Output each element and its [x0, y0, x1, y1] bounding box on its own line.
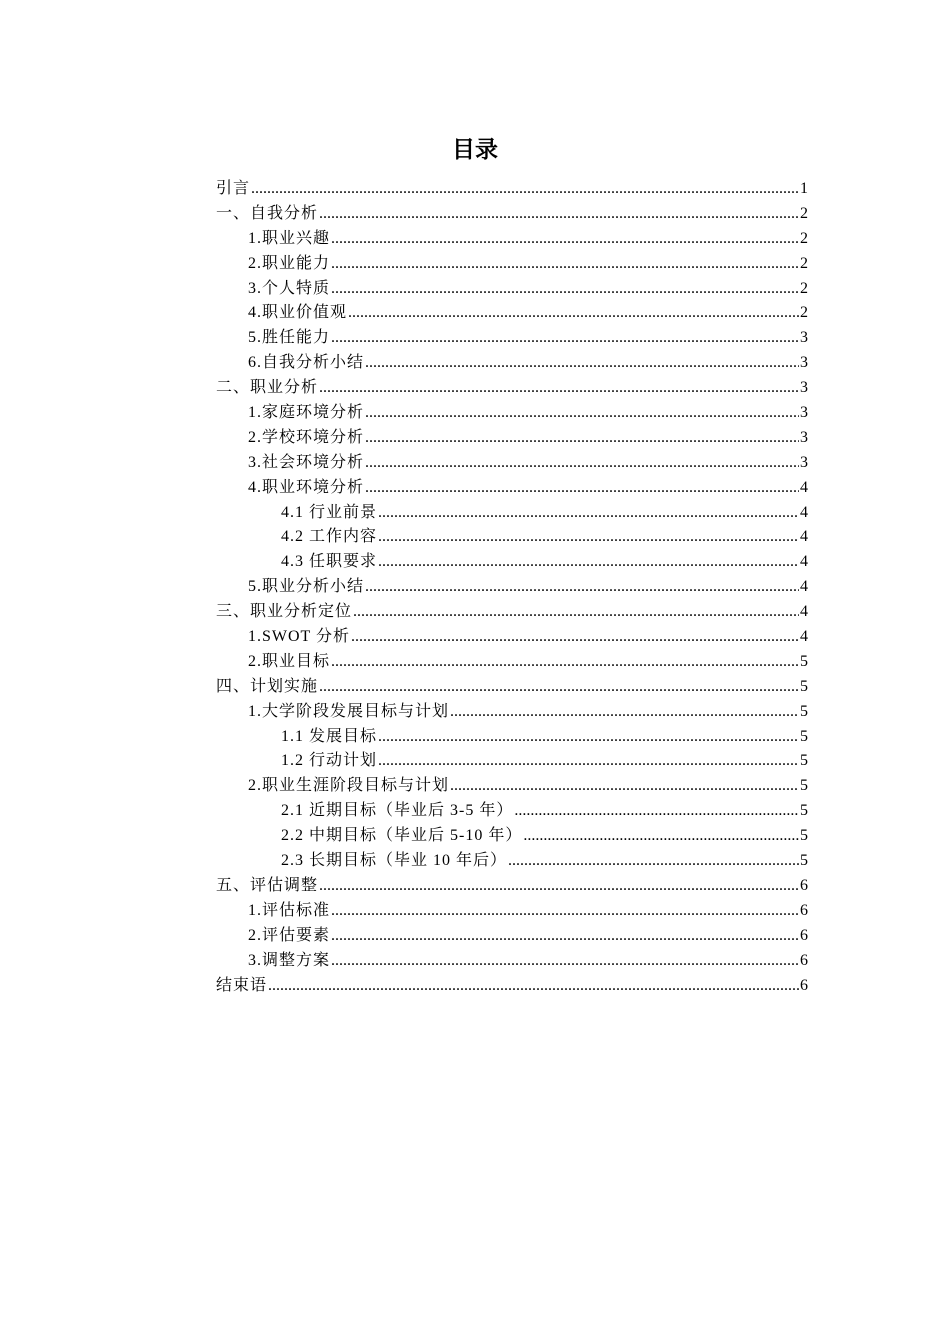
toc-entry-text: 1.2 行动计划 — [281, 752, 378, 770]
toc-dot-leader — [378, 504, 799, 522]
toc-entry-text: 引言 — [216, 180, 251, 197]
toc-entry[interactable] — [216, 598, 808, 623]
toc-entry-text: 6.自我分析小结 — [248, 354, 365, 372]
toc-entry-text: 5.胜任能力 — [248, 329, 331, 347]
toc-entry[interactable] — [216, 250, 808, 275]
toc-page-number: 5 — [800, 827, 808, 845]
toc-page-number: 4 — [800, 478, 808, 496]
toc-dot-leader — [351, 628, 799, 646]
toc-dot-leader — [365, 404, 799, 422]
toc-dot-leader — [251, 180, 799, 198]
toc-page-number: 4 — [800, 553, 808, 571]
toc-entry[interactable] — [216, 847, 808, 872]
toc-entry[interactable] — [216, 399, 808, 424]
toc-entry-text: 1.职业兴趣 — [248, 229, 331, 247]
toc-entry[interactable] — [216, 449, 808, 474]
toc-entry-text: 2.学校环境分析 — [248, 428, 365, 446]
toc-dot-leader — [365, 454, 799, 472]
toc-entry[interactable] — [216, 573, 808, 598]
toc-page-number: 5 — [800, 777, 808, 795]
toc-dot-leader — [378, 728, 799, 746]
toc-title: 目录 — [452, 137, 498, 163]
toc-entry-text: 2.职业能力 — [248, 254, 331, 272]
toc-entry[interactable] — [216, 872, 808, 897]
toc-page-number: 3 — [800, 329, 808, 347]
toc-entry[interactable] — [216, 349, 808, 374]
toc-entry-text: 3.调整方案 — [248, 951, 331, 969]
toc-entry[interactable] — [216, 225, 808, 250]
toc-entry-text: 五、评估调整 — [216, 876, 319, 894]
toc-dot-leader — [331, 329, 799, 347]
toc-page-number: 6 — [800, 951, 808, 969]
toc-entry[interactable] — [216, 623, 808, 648]
toc-dot-leader — [319, 678, 799, 696]
toc-entry[interactable] — [216, 947, 808, 972]
toc-entry-text: 1.1 发展目标 — [281, 727, 378, 745]
toc-entry[interactable] — [216, 673, 808, 698]
toc-page-number: 1 — [800, 180, 808, 197]
toc-entry-text: 三、职业分析定位 — [216, 603, 353, 621]
toc-dot-leader — [523, 827, 799, 845]
toc-dot-leader — [319, 379, 799, 397]
table-of-contents — [216, 175, 808, 996]
toc-entry[interactable] — [216, 972, 808, 997]
toc-entry[interactable] — [216, 698, 808, 723]
toc-dot-leader — [514, 802, 799, 820]
toc-page-number: 4 — [800, 603, 808, 621]
toc-page-number: 3 — [800, 404, 808, 422]
toc-entry[interactable] — [216, 275, 808, 300]
toc-entry[interactable] — [216, 822, 808, 847]
toc-page-number: 3 — [800, 453, 808, 471]
toc-entry-text: 4.职业环境分析 — [248, 478, 365, 496]
toc-dot-leader — [268, 977, 799, 995]
toc-entry-text: 1.SWOT 分析 — [248, 628, 351, 646]
toc-entry[interactable] — [216, 723, 808, 748]
toc-entry-text: 结束语 — [216, 976, 268, 994]
toc-page-number: 6 — [800, 926, 808, 944]
toc-entry-text: 1.家庭环境分析 — [248, 404, 365, 422]
toc-page-number: 5 — [800, 702, 808, 720]
toc-entry-text: 2.2 中期目标（毕业后 5-10 年） — [281, 827, 523, 845]
toc-entry[interactable] — [216, 548, 808, 573]
toc-page-number: 2 — [800, 204, 808, 222]
toc-dot-leader — [365, 354, 799, 372]
toc-entry[interactable] — [216, 324, 808, 349]
toc-entry[interactable] — [216, 474, 808, 499]
toc-page-number: 3 — [800, 379, 808, 397]
toc-page-number: 4 — [800, 528, 808, 546]
toc-dot-leader — [450, 703, 799, 721]
toc-page-number: 5 — [800, 677, 808, 695]
toc-page-number: 5 — [800, 652, 808, 670]
toc-page-number: 6 — [800, 976, 808, 994]
toc-page-number: 5 — [800, 852, 808, 870]
toc-page-number: 4 — [800, 578, 808, 596]
toc-page-number: 6 — [800, 901, 808, 919]
toc-dot-leader — [378, 553, 799, 571]
toc-entry[interactable] — [216, 523, 808, 548]
toc-entry[interactable] — [216, 797, 808, 822]
toc-entry[interactable] — [216, 648, 808, 673]
toc-entry[interactable] — [216, 299, 808, 324]
toc-entry[interactable] — [216, 175, 808, 200]
toc-page-number: 3 — [800, 428, 808, 446]
toc-entry-text: 2.3 长期目标（毕业 10 年后） — [281, 852, 508, 870]
toc-entry-text: 5.职业分析小结 — [248, 578, 365, 596]
toc-dot-leader — [378, 752, 799, 770]
toc-entry[interactable] — [216, 424, 808, 449]
toc-dot-leader — [319, 877, 799, 895]
toc-dot-leader — [319, 205, 799, 223]
toc-entry-text: 2.职业目标 — [248, 652, 331, 670]
toc-entry-text: 3.社会环境分析 — [248, 453, 365, 471]
toc-entry-text: 1.大学阶段发展目标与计划 — [248, 702, 450, 720]
toc-entry-text: 一、自我分析 — [216, 204, 319, 222]
toc-dot-leader — [331, 280, 799, 298]
toc-entry-text: 2.职业生涯阶段目标与计划 — [248, 777, 450, 795]
toc-page-number: 5 — [800, 752, 808, 770]
toc-dot-leader — [348, 304, 799, 322]
toc-page-number: 6 — [800, 876, 808, 894]
toc-dot-leader — [331, 230, 799, 248]
toc-entry-text: 二、职业分析 — [216, 379, 319, 397]
toc-entry[interactable] — [216, 374, 808, 399]
toc-dot-leader — [331, 952, 799, 970]
toc-dot-leader — [365, 479, 799, 497]
toc-page-number: 4 — [800, 628, 808, 646]
toc-page-number: 2 — [800, 304, 808, 322]
toc-entry-text: 4.2 工作内容 — [281, 528, 378, 546]
toc-entry-text: 3.个人特质 — [248, 279, 331, 297]
toc-entry-text: 2.1 近期目标（毕业后 3-5 年） — [281, 802, 514, 820]
toc-dot-leader — [378, 528, 799, 546]
toc-entry-text: 四、计划实施 — [216, 677, 319, 695]
toc-entry[interactable] — [216, 747, 808, 772]
toc-entry[interactable] — [216, 499, 808, 524]
toc-page-number: 2 — [800, 279, 808, 297]
toc-entry-text: 1.评估标准 — [248, 901, 331, 919]
toc-entry-text: 4.职业价值观 — [248, 304, 348, 322]
toc-dot-leader — [365, 429, 799, 447]
toc-dot-leader — [331, 255, 799, 273]
toc-entry-text: 2.评估要素 — [248, 926, 331, 944]
toc-page-number: 3 — [800, 354, 808, 372]
toc-entry[interactable] — [216, 897, 808, 922]
toc-entry[interactable] — [216, 772, 808, 797]
toc-page-number: 2 — [800, 254, 808, 272]
toc-dot-leader — [331, 927, 799, 945]
toc-dot-leader — [508, 852, 799, 870]
toc-entry-text: 4.3 任职要求 — [281, 553, 378, 571]
toc-page-number: 4 — [800, 503, 808, 521]
toc-entry-text: 4.1 行业前景 — [281, 503, 378, 521]
toc-dot-leader — [365, 578, 799, 596]
toc-dot-leader — [331, 902, 799, 920]
toc-entry[interactable] — [216, 922, 808, 947]
toc-page-number: 5 — [800, 802, 808, 820]
toc-page-number: 5 — [800, 727, 808, 745]
toc-entry[interactable] — [216, 200, 808, 225]
toc-dot-leader — [353, 603, 799, 621]
toc-dot-leader — [450, 777, 799, 795]
toc-dot-leader — [331, 653, 799, 671]
toc-page-number: 2 — [800, 229, 808, 247]
